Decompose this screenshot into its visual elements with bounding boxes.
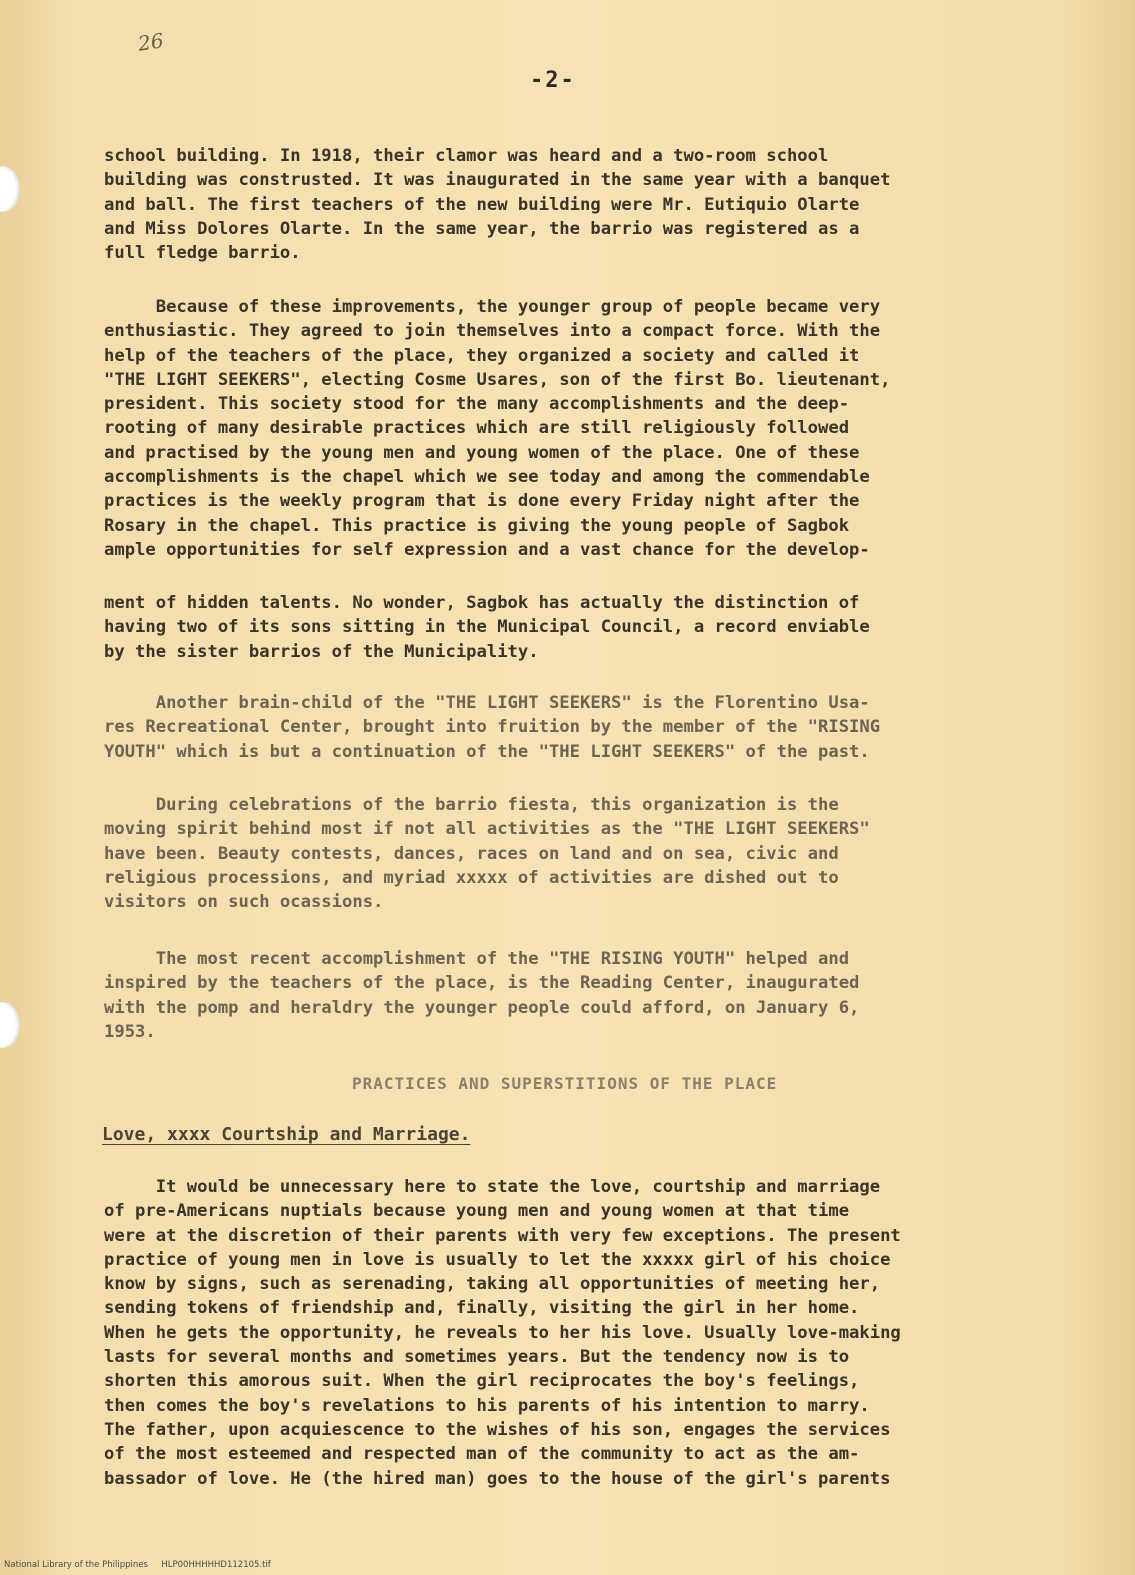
- paragraph-courtship: It would be unnecessary here to state the love, courtship and marriage of pre-Americans nuptials because young men and young women at that time were at the discretion of their parents with very few exceptions. The present practice of young men in love is usually to let the xxxxx girl of his choice know by signs, such as serenading, taking all opportunities of meeting her, sending tokens of friendship and, finally, visiting the girl in her home. When he gets the opportunity, he reveals to her his love. Usually love-making lasts for several months and sometimes years. But the tendency now is to shorten this amorous suit. When the girl reciprocates the boy's feelings, then comes the boy's revelations to his parents of his intention to marry. The father, upon acquiescence to the wishes of his son, engages the services of the most esteemed and respected man of the community to act as the am- bassador of love. He (the hired man) goes to the house of the girl's parents: [104, 1177, 901, 1489]
- section-heading: PRACTICES AND SUPERSTITIONS OF THE PLACE: [352, 1074, 778, 1093]
- page-number: -2-: [530, 68, 576, 93]
- paragraph-school-building: school building. In 1918, their clamor was heard and a two-room school building was construsted. It was inaugurated in the same year with a banquet and ball. The first teachers of the new building were Mr. Eutiquio Olarte and Miss Dolores Olarte. In the same year, the barrio was registered as a full fledge barrio.: [104, 146, 891, 264]
- subsection-heading: Love, xxxx Courtship and Marriage.: [102, 1124, 471, 1145]
- paragraph-hidden-talents: ment of hidden talents. No wonder, Sagbok has actually the distinction of having two of its sons sitting in the Municipal Council, a record enviable by the sister barrios of the Municipality.: [104, 593, 870, 662]
- paragraph-recreational-center: Another brain-child of the "THE LIGHT SEEKERS" is the Florentino Usa- res Recreational Center, brought into fruition by the member of the "RISING YOUTH" which is but a continuation of the "THE LIGHT SEEKERS" of the past.: [104, 693, 881, 762]
- handwritten-page-note: 26: [136, 28, 165, 56]
- paragraph-barrio-fiesta: During celebrations of the barrio fiesta, this organization is the moving spirit behind most if not all activities as the "THE LIGHT SEEKERS" have been. Beauty contests, dances, races on land and on sea, civic and religious processions, and myriad xxxxx of activities are dished out to visitors on such ocassions.: [104, 795, 870, 913]
- paragraph-light-seekers: Because of these improvements, the younger group of people became very enthusiastic. They agreed to join themselves into a compact force. With the help of the teachers of the place, they organized a society and called it "THE LIGHT SEEKERS", electing Cosme Usares, son of the first Bo. lieutenant, president. This society stood for the many accomplishments and the deep- rooting of many desirable practices which are still religiously followed and practised by the young men and young women of the place. One of these accomplishments is the chapel which we see today and among the commendable practices is the weekly program that is done every Friday night after the Rosary in the chapel. This practice is giving the young people of Sagbok ample opportunities for self expression and a vast chance for the develop-: [104, 297, 891, 560]
- paragraph-reading-center: The most recent accomplishment of the "THE RISING YOUTH" helped and inspired by the teachers of the place, is the Reading Center, inaugurated with the pomp and heraldry the younger people could afford, on January 6, 1953.: [104, 949, 860, 1042]
- punch-hole-top: [0, 166, 20, 212]
- punch-hole-bottom: [0, 1002, 20, 1048]
- archive-footer: National Library of the Philippines HLP00HHHHHD112105.tif: [4, 1560, 271, 1570]
